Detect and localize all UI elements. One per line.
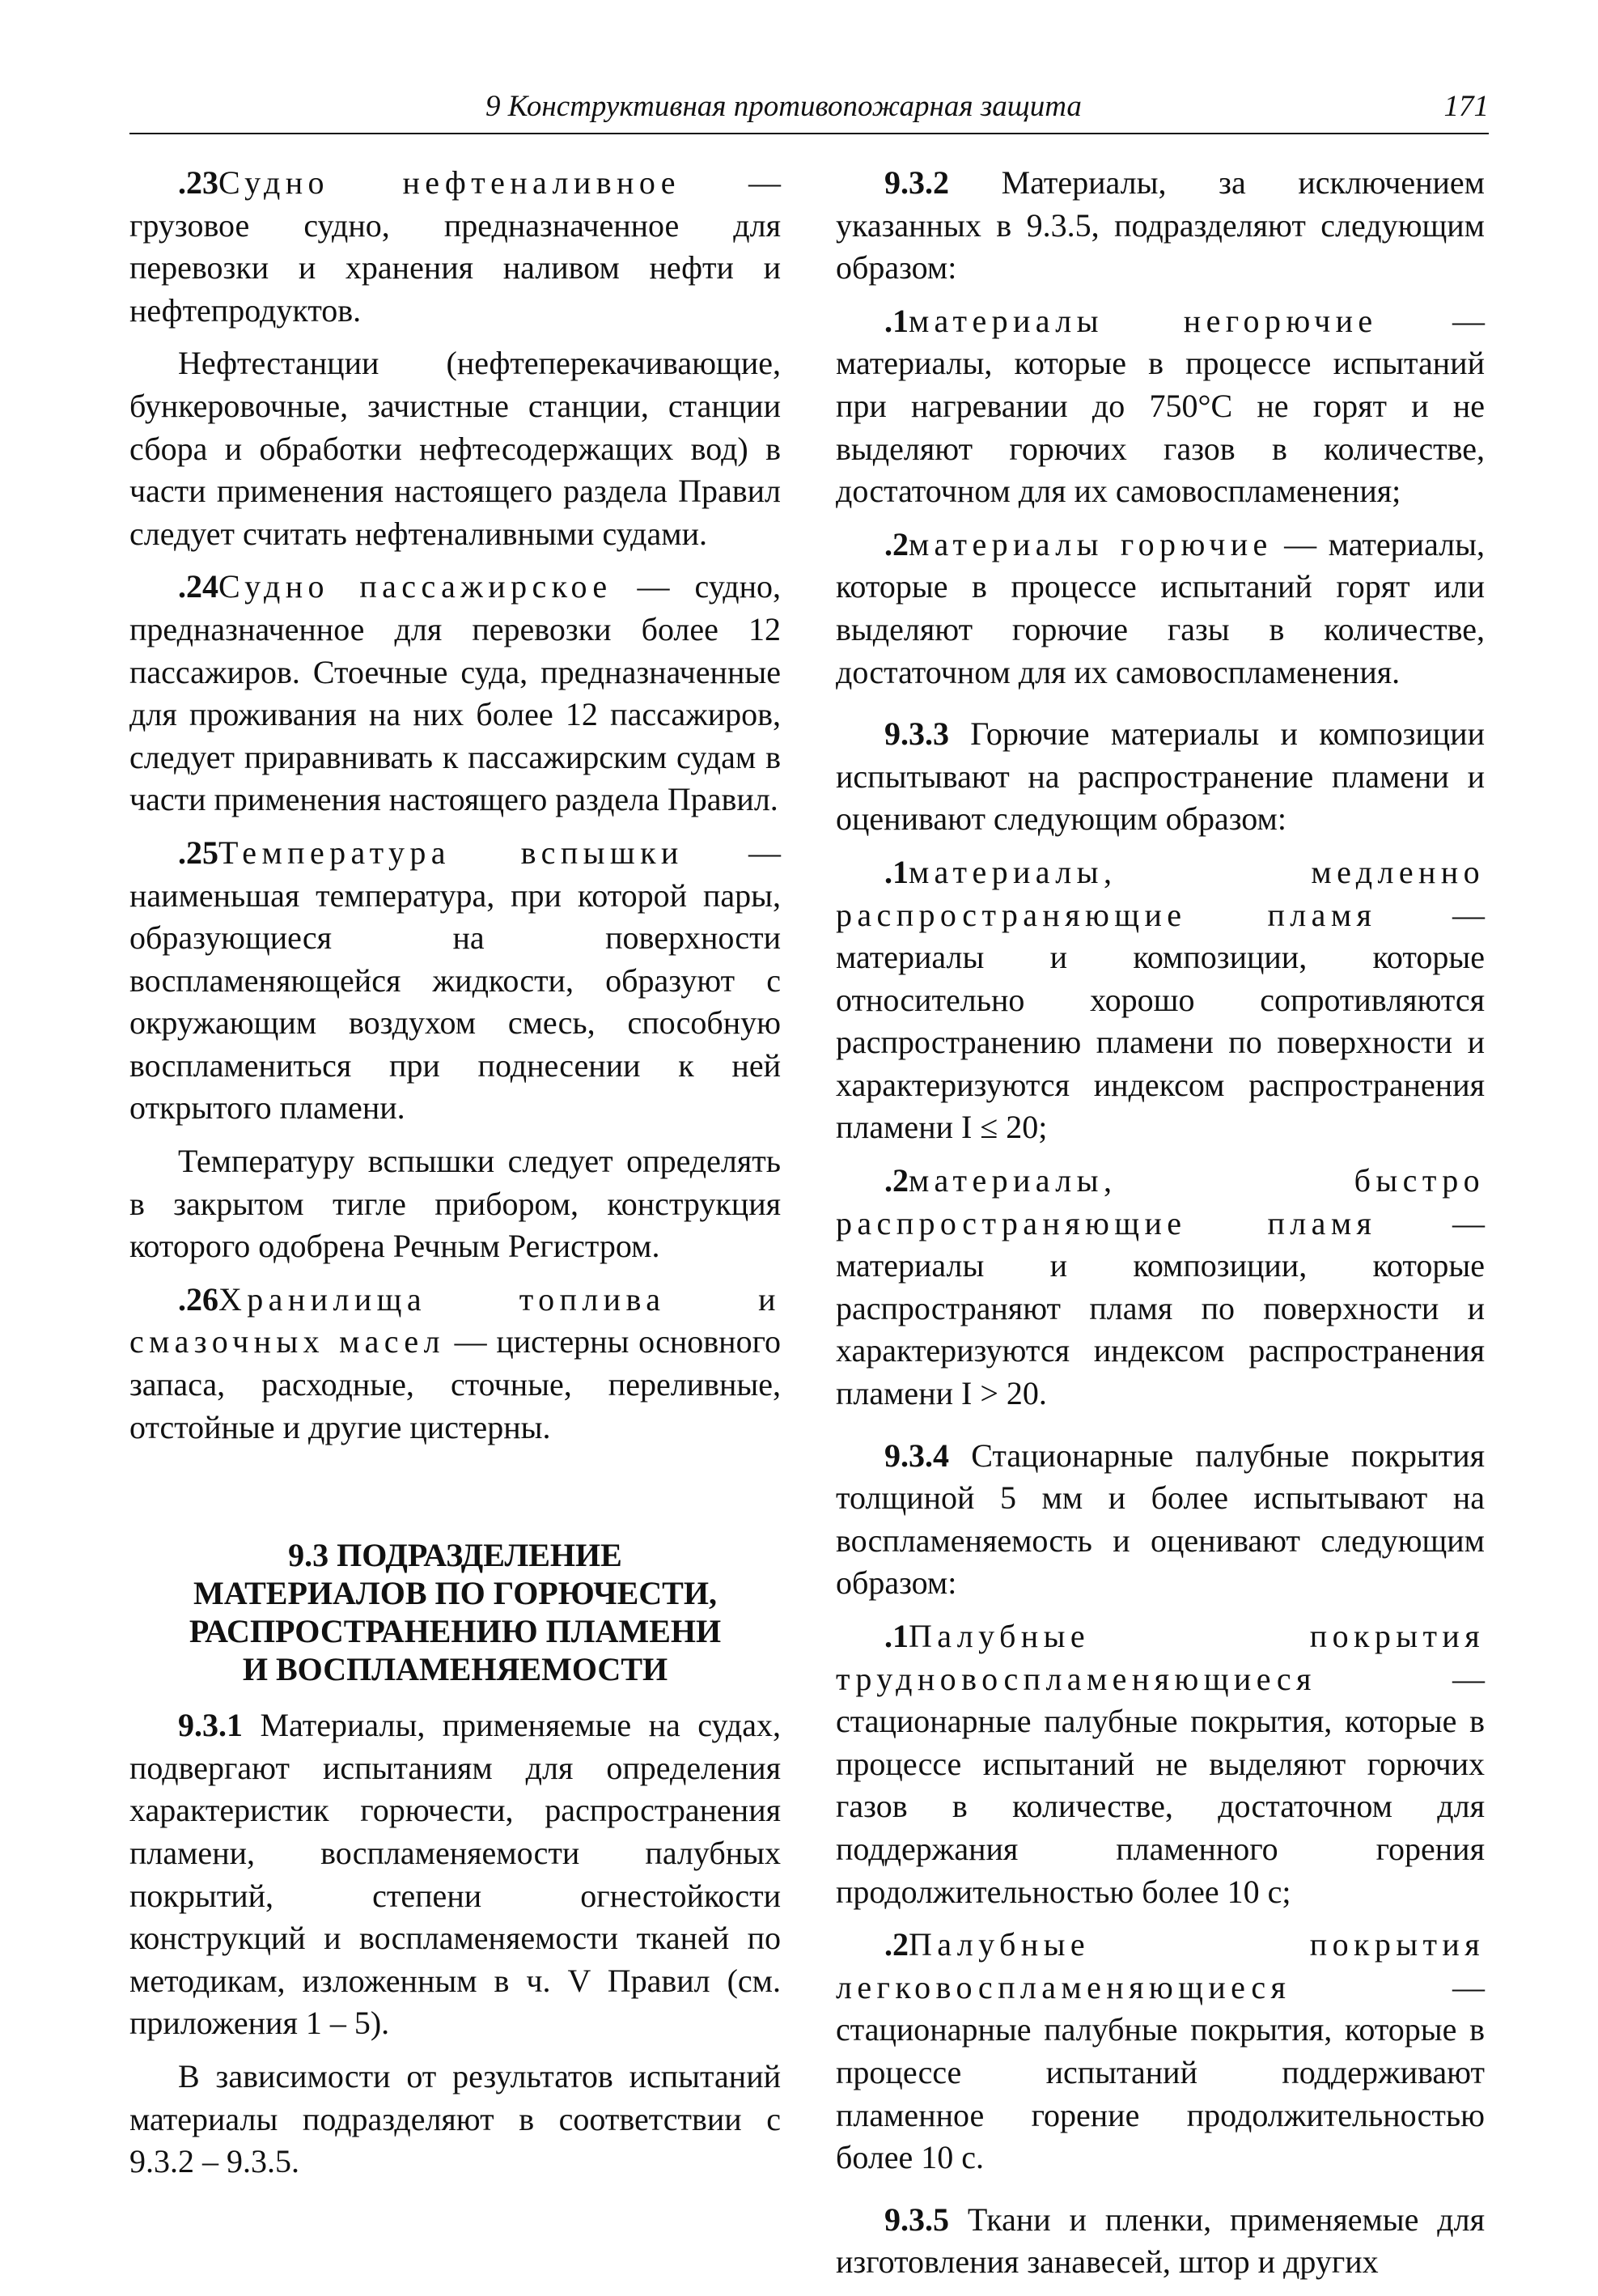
definition-23 [129, 162, 781, 332]
sub-item [836, 1615, 1485, 1913]
clause-number: 9.3.4 [884, 1437, 949, 1474]
sub-item [836, 851, 1485, 1149]
item-number: .25 [178, 834, 218, 871]
paragraph: Температуру вспышки следует определять в закрытом тигле прибором, конструкция которого одобрена Речным Регистром. [129, 1143, 781, 1265]
definition-text: — судно, предназначенное для перевозки более 12 пассажиров. Стоечные суда, предназначенные для проживания на них более 12 пассажиров, следует приравнивать к пассажирским судам в части применения настоящего раздела Правил. [129, 568, 781, 818]
defined-term: материалы, быстро распространяющие пламя [836, 1162, 1485, 1241]
clause-number: 9.3.1 [178, 1707, 243, 1744]
defined-term: Температура вспышки [218, 834, 684, 871]
clause-text: Ткани и пленки, применяемые для изготовления занавесей, штор и других [836, 2201, 1485, 2281]
sub-item [836, 1924, 1485, 2179]
page-number: 171 [1443, 90, 1489, 123]
clause-number: 9.3.5 [884, 2201, 949, 2238]
defined-term: Хранилища топлива и смазочных масел [129, 1280, 781, 1360]
clause-9-3-4 [836, 1435, 1485, 1605]
defined-term: Судно нефтеналивное [218, 164, 680, 201]
clause-number: 9.3.3 [884, 715, 949, 753]
item-number: .1 [884, 1618, 909, 1654]
sub-item [836, 524, 1485, 694]
definition-text: — грузовое судно, предназначенное для перевозки и хранения наливом нефти и нефтепродуктов. [129, 164, 781, 329]
item-text: — материалы, которые в процессе испытаний горят или выделяют горючие газы в количестве, достаточном для их самовоспламенения. [836, 525, 1486, 690]
clause-number: 9.3.2 [884, 164, 949, 201]
clause-text: Материалы, за исключением указанных в 9.3.5, подразделяют следующим образом: [836, 164, 1485, 286]
item-text: — материалы, которые в процессе испытаний при нагревании до 750°С не горят и не выделяют горючих газов в количестве, достаточном для их самовоспламенения; [836, 302, 1485, 510]
sub-item [836, 1160, 1485, 1415]
clause-text: Материалы, применяемые на судах, подвергают испытаниям для определения характеристик горючести, распространения пламени, воспламеняемости палубных покрытий, степени огнестойкости конструкций и воспламеняемости тканей по методикам, изложенным в ч. V Правил (см. приложения 1 – 5). [129, 1707, 781, 2042]
heading-line: И ВОСПЛАМЕНЯЕМОСТИ [242, 1651, 668, 1688]
item-number: .26 [178, 1280, 218, 1318]
item-number: .2 [884, 1926, 909, 1963]
clause-9-3-5 [836, 2199, 1485, 2284]
item-text: — материалы и композиции, которые распространяют пламя по поверхности и характеризуются индексом распространения пламени I > 20. [836, 1204, 1486, 1412]
item-text: — материалы и композиции, которые относительно хорошо сопротивляются распространению пламени по поверхности и характеризуются индексом распространения пламени I ≤ 20; [836, 896, 1486, 1146]
clause-9-3-2 [836, 162, 1485, 290]
item-number: .24 [178, 568, 218, 605]
item-number: .23 [178, 164, 218, 201]
definition-text: — цистерны основного запаса, расходные, сточные, переливные, отстойные и другие цистерны. [129, 1323, 781, 1445]
heading-line: РАСПРОСТРАНЕНИЮ ПЛАМЕНИ [189, 1613, 722, 1650]
defined-term: материалы, медленно распространяющие пламя [836, 853, 1485, 933]
clause-9-3-3 [836, 713, 1485, 841]
definition-text: — наименьшая температура, при которой пары, образующиеся на поверхности воспламеняющейся жидкости, образуют с окружающим воздухом смесь, способную воспламениться при поднесении к ней открытого пламени. [129, 834, 781, 1127]
defined-term: Судно пассажирское [218, 568, 612, 605]
right-column [836, 162, 1485, 2284]
defined-term: Палубные покрытия трудновоспламеняющиеся [836, 1618, 1485, 1697]
clause-text: Стационарные палубные покрытия толщиной 5 мм и более испытывают на воспламеняемость и оценивают следующим образом: [836, 1437, 1485, 1602]
defined-term: материалы негорючие [909, 302, 1378, 339]
clause-9-3-1 [129, 1704, 781, 2045]
paragraph: В зависимости от результатов испытаний материалы подразделяют в соответствии с 9.3.2 – 9.3.5. [129, 2057, 781, 2180]
definition-24 [129, 566, 781, 821]
paragraph: Нефтестанции (нефтеперекачивающие, бункеровочные, зачистные станции, станции сбора и обработки нефтесодержащих вод) в части применения настоящего раздела Правил следует считать нефтеналивными судами. [129, 345, 781, 552]
definition-26 [129, 1279, 781, 1449]
definition-25 [129, 832, 781, 1130]
clause-text: Горючие материалы и композиции испытывают на распространение пламени и оценивают следующим образом: [836, 715, 1485, 838]
section-heading [129, 1536, 781, 1688]
defined-term: материалы горючие [909, 525, 1273, 562]
item-text: — стационарные палубные покрытия, которые в процессе испытаний поддерживают пламенное горение продолжительностью более 10 с. [836, 1968, 1485, 2176]
sub-item [836, 300, 1485, 513]
heading-line: МАТЕРИАЛОВ ПО ГОРЮЧЕСТИ, [193, 1575, 717, 1612]
item-number: .2 [884, 1162, 909, 1199]
item-number: .1 [884, 853, 909, 890]
left-column [129, 162, 781, 2184]
item-number: .2 [884, 525, 909, 562]
defined-term: Палубные покрытия легковоспламеняющиеся [836, 1926, 1485, 2005]
header-title: 9 Конструктивная противопожарная защита [485, 90, 1082, 123]
item-text: — стационарные палубные покрытия, которые в процессе испытаний не выделяют горючих газов в количестве, достаточном для поддержания пламенного горения продолжительностью более 10 с; [836, 1660, 1485, 1910]
heading-line: 9.3 ПОДРАЗДЕЛЕНИЕ [288, 1537, 622, 1574]
running-header [129, 87, 1489, 134]
item-number: .1 [884, 302, 909, 339]
